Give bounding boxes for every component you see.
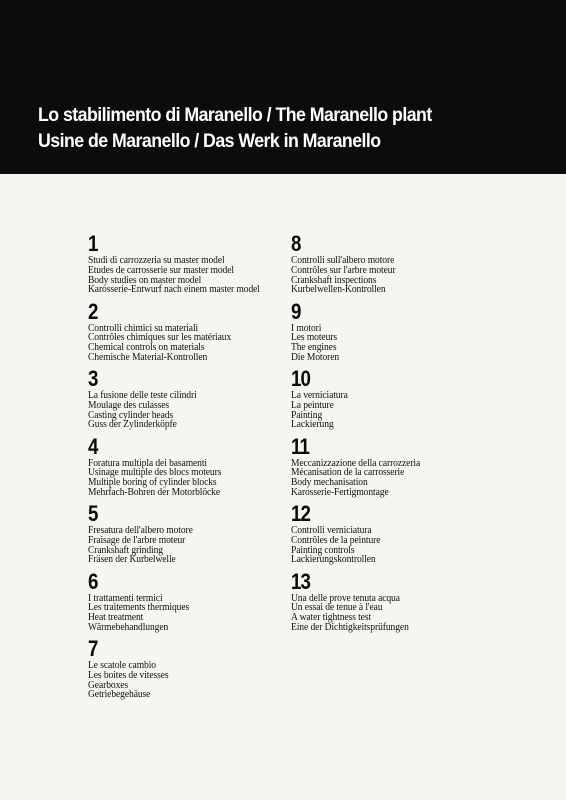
section-number: 2 [88, 298, 98, 324]
caption-german: Lackierung [291, 419, 334, 431]
caption-french: Fraisage de l'arbre moteur [88, 534, 186, 546]
section-number: 6 [88, 568, 98, 594]
caption-italian: Foratura multipla dei basamenti [88, 457, 208, 469]
contents-column-left [88, 232, 288, 705]
caption-italian: Controlli sull'albero motore [291, 255, 395, 266]
section-number: 5 [88, 501, 98, 526]
page-title-line-1: Lo stabilimento di Maranello / The Maranello plant [38, 104, 432, 126]
contents-section [88, 637, 288, 705]
caption-german: Kurbelwellen-Kontrollen [291, 284, 386, 296]
contents-column-right [291, 232, 531, 637]
caption-english: Casting cylinder heads [88, 409, 174, 421]
caption-german: Mehrfach-Bohren der Motorblöcke [88, 486, 221, 498]
caption-italian: Studi di carrozzeria su master model [88, 255, 225, 266]
caption-german: Guss der Zylinderköpfe [88, 419, 177, 431]
caption-french: Etudes de carrosserie sur master model [88, 264, 234, 276]
section-number: 10 [291, 366, 311, 391]
section-number: 13 [291, 568, 311, 594]
contents-section [88, 300, 288, 368]
caption-english: Painting [291, 409, 323, 421]
caption-english: Chemical controls on materials [88, 342, 205, 354]
caption-french: Les boites de vitesses [88, 669, 169, 681]
caption-english: Body mechanisation [291, 477, 368, 489]
caption-french: Les moteurs [291, 332, 337, 344]
contents-section [291, 570, 531, 638]
contents-section [88, 367, 288, 435]
contents-section [291, 232, 531, 300]
contents-section [88, 502, 288, 570]
page-title-line-2: Usine de Maranello / Das Werk in Maranello [38, 130, 381, 152]
caption-english: Heat treatment [88, 612, 144, 624]
contents-section [291, 300, 531, 368]
caption-french: Un essai de tenue à l'eau [291, 602, 383, 614]
caption-italian: Fresatura dell'albero motore [88, 525, 193, 536]
caption-english: Gearboxes [88, 679, 129, 691]
section-number: 12 [291, 501, 311, 526]
section-number: 9 [291, 298, 301, 324]
caption-french: Contrôles chimiques sur les matériaux [88, 332, 232, 344]
caption-english: Crankshaft grinding [88, 544, 163, 556]
caption-italian: Meccanizzazione della carrozzeria [291, 457, 421, 469]
caption-german: Chemische Material-Kontrollen [88, 351, 208, 363]
caption-english: The engines [291, 342, 337, 354]
caption-german: Fräsen der Kurbelwelle [88, 554, 176, 566]
section-number: 7 [88, 636, 98, 661]
caption-german: Getriebegehäuse [88, 689, 151, 701]
caption-french: Les traitements thermiques [88, 602, 190, 614]
caption-italian: La verniciatura [291, 390, 348, 401]
contents-section [291, 367, 531, 435]
contents-section [88, 435, 288, 503]
caption-french: La peinture [291, 399, 334, 411]
caption-german: Die Motoren [291, 351, 340, 363]
section-number: 11 [291, 433, 310, 459]
caption-french: Usinage multiple des blocs moteurs [88, 467, 222, 479]
caption-italian: La fusione delle teste cilindri [88, 390, 197, 401]
caption-german: Lackierungskontrollen [291, 554, 376, 566]
caption-english: Painting controls [291, 544, 355, 556]
caption-french: Mécanisation de la carrosserie [291, 467, 405, 479]
section-number: 8 [291, 231, 301, 256]
caption-italian: Una delle prove tenuta acqua [291, 592, 400, 604]
section-number: 4 [88, 433, 98, 459]
section-number: 1 [88, 231, 98, 256]
title-banner [0, 0, 566, 174]
caption-english: Body studies on master model [88, 274, 202, 286]
caption-french: Contrôles de la peinture [291, 534, 381, 546]
caption-english: Crankshaft inspections [291, 274, 377, 286]
caption-english: A water tightness test [291, 612, 372, 624]
caption-italian: Le scatole cambio [88, 660, 156, 671]
caption-german: Karosserie-Entwurf nach einem master model [88, 284, 260, 296]
caption-german: Wärmebehandlungen [88, 621, 169, 633]
caption-english: Multiple boring of cylinder blocks [88, 477, 217, 489]
caption-german: Karosserie-Fertigmontage [291, 486, 389, 498]
caption-italian: Controlli chimici su materiali [88, 322, 199, 334]
contents-section [88, 570, 288, 638]
contents-section [291, 435, 531, 503]
caption-italian: I trattamenti termici [88, 592, 163, 604]
contents-section [291, 502, 531, 570]
caption-french: Moulage des culasses [88, 399, 169, 411]
caption-french: Contrôles sur l'arbre moteur [291, 264, 396, 276]
caption-italian: Controlli verniciatura [291, 525, 372, 536]
caption-german: Eine der Dichtigkeitsprüfungen [291, 621, 409, 633]
section-number: 3 [88, 366, 98, 391]
contents-section [88, 232, 288, 300]
caption-italian: I motori [291, 322, 322, 334]
